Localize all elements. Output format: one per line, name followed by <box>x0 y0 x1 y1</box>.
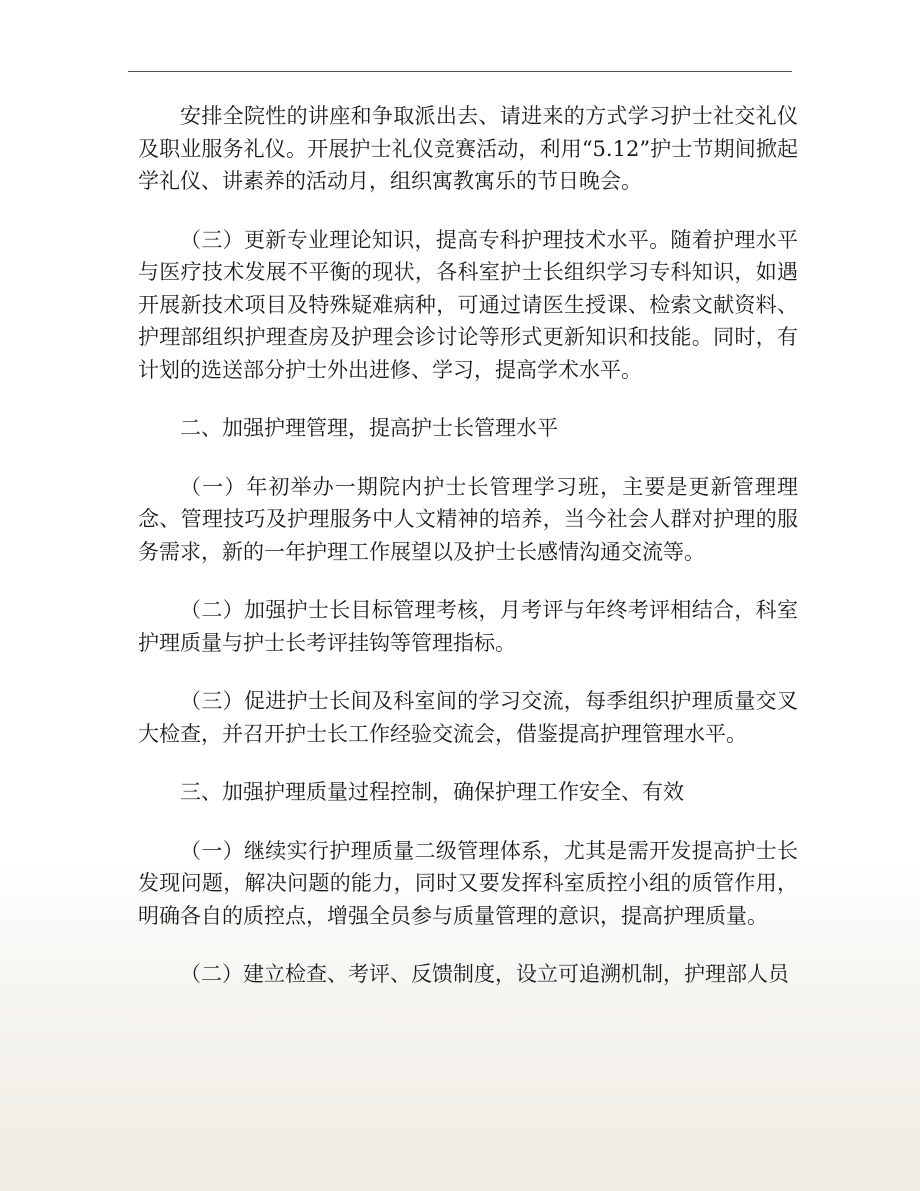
paragraph-professional-knowledge: （三）更新专业理论知识，提高专科护理技术水平。随着护理水平与医疗技术发展不平衡的现状，各科室护士长组织学习专科知识，如遇开展新技术项目及特殊疑难病种，可通过请医生授课、检索文献资料、护理部组织护理查房及护理会诊讨论等形式更新知识和技能。同时，有计划的选送部分护士外出进修、学习，提高学术水平。 <box>138 227 798 382</box>
paragraph-target-management: （二）加强护士长目标管理考核，月考评与年终考评相结合，科室护理质量与护士长考评挂钩等管理指标。 <box>138 598 798 655</box>
section-heading-nursing-management: 二、加强护理管理，提高护士长管理水平 <box>180 416 558 440</box>
paragraph-inspection-system: （二）建立检查、考评、反馈制度，设立可追溯机制，护理部人员 <box>180 962 789 986</box>
paragraph-exchange-learning: （三）促进护士长间及科室间的学习交流，每季组织护理质量交叉大检查，并召开护士长工作经验交流会，借鉴提高护理管理水平。 <box>138 689 798 746</box>
paragraph-etiquette-training: 安排全院性的讲座和争取派出去、请进来的方式学习护士社交礼仪及职业服务礼仪。开展护士礼仪竞赛活动，利用“5.12”护士节期间掀起学礼仪、讲素养的活动月，组织寓教寓乐的节日晚会。 <box>138 104 798 193</box>
header-rule <box>128 71 792 72</box>
document-body <box>138 100 798 991</box>
paragraph-two-level-management: （一）继续实行护理质量二级管理体系，尤其是需开发提高护士长发现问题，解决问题的能力，同时又要发挥科室质控小组的质管作用，明确各自的质控点，增强全员参与质量管理的意识，提高护理质量。 <box>138 838 798 928</box>
section-heading-quality-control: 三、加强护理质量过程控制，确保护理工作安全、有效 <box>180 780 684 804</box>
paragraph-head-nurse-training: （一）年初举办一期院内护士长管理学习班，主要是更新管理理念、管理技巧及护理服务中人文精神的培养，当今社会人群对护理的服务需求，新的一年护理工作展望以及护士长感情沟通交流等。 <box>138 474 798 564</box>
